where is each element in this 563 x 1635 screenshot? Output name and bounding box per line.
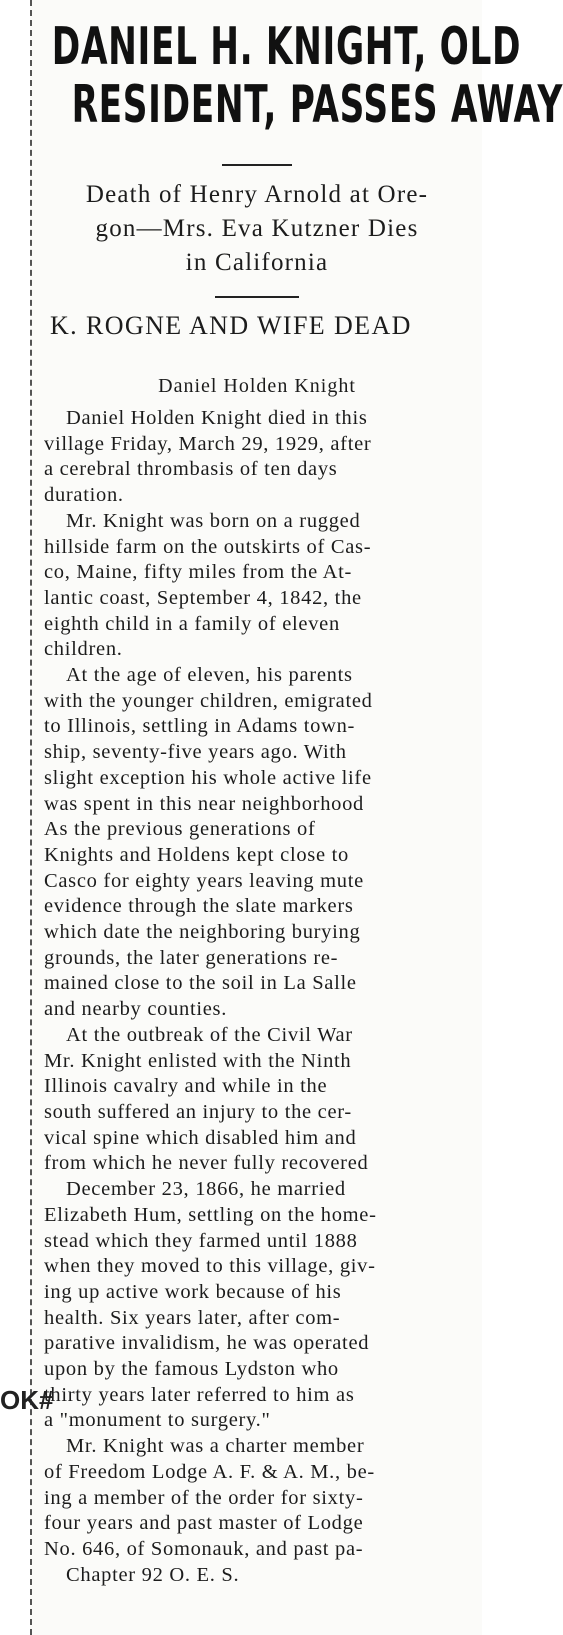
body-line: was spent in this near neighborhood <box>44 792 364 815</box>
headline-divider <box>222 164 292 166</box>
body-line: thirty years later referred to him as <box>44 1383 355 1406</box>
body-line: parative invalidism, he was operated <box>44 1332 370 1355</box>
body-line: upon by the famous Lydston who <box>44 1358 339 1381</box>
body-line: stead which they farmed until 1888 <box>44 1229 358 1252</box>
body-line: ing up active work because of his <box>44 1280 342 1303</box>
body-line: co, Maine, fifty miles from the At- <box>44 561 353 584</box>
body-line: As the previous generations of <box>44 818 316 841</box>
body-line: Mr. Knight was a charter member <box>66 1435 365 1458</box>
body-line: Knights and Holdens kept close to <box>44 843 349 866</box>
body-line: a "monument to surgery." <box>44 1409 271 1432</box>
body-line: health. Six years later, after com- <box>44 1306 341 1329</box>
body-line: At the age of eleven, his parents <box>66 664 353 687</box>
body-line: lantic coast, September 4, 1842, the <box>44 586 362 609</box>
body-line: and nearby counties. <box>44 998 228 1021</box>
secondary-headline: K. ROGNE AND WIFE DEAD <box>50 311 412 340</box>
headline <box>32 17 563 135</box>
body-line: vical spine which disabled him and <box>44 1126 357 1149</box>
body-line: children. <box>44 638 123 661</box>
body-line: No. 646, of Somonauk, and past pa- <box>44 1537 364 1560</box>
body-line: Daniel Holden Knight died in this <box>66 407 368 429</box>
body-line: of Freedom Lodge A. F. & A. M., be- <box>44 1460 375 1483</box>
body-line: ship, seventy-five years ago. With <box>44 741 347 764</box>
body-line: grounds, the later generations re- <box>44 946 339 969</box>
body-line: Mr. Knight enlisted with the Ninth <box>44 1049 352 1072</box>
body-line: evidence through the slate markers <box>44 895 354 918</box>
body-line: hillside farm on the outskirts of Cas- <box>44 535 372 558</box>
body-line: duration. <box>44 484 124 507</box>
body-line: December 23, 1866, he married <box>66 1178 346 1201</box>
headline-line-2: RESIDENT, PASSES AWAY <box>71 75 563 135</box>
obituary-byline: Daniel Holden Knight <box>158 375 356 397</box>
headline-line-1: DANIEL H. KNIGHT, OLD <box>51 17 522 77</box>
subheadline-divider <box>215 296 299 298</box>
body-line: to Illinois, settling in Adams town- <box>44 715 356 738</box>
body-line: south suffered an injury to the cer- <box>44 1100 352 1123</box>
body-line: mained close to the soil in La Salle <box>44 972 357 995</box>
body-line: from which he never fully recovered <box>44 1152 369 1175</box>
body-line: Casco for eighty years leaving mute <box>44 869 364 892</box>
body-line: Elizabeth Hum, settling on the home- <box>44 1203 377 1226</box>
subheadline-line-2: gon—Mrs. Eva Kutzner Dies <box>95 215 419 242</box>
body-line: with the younger children, emigrated <box>44 689 373 712</box>
subheadline-line-1: Death of Henry Arnold at Ore- <box>85 181 429 208</box>
article-body <box>44 406 482 1588</box>
body-line: At the outbreak of the Civil War <box>66 1023 353 1046</box>
newspaper-clipping <box>30 0 563 1635</box>
body-line: when they moved to this village, giv- <box>44 1255 376 1278</box>
body-line: slight exception his whole active life <box>44 766 372 789</box>
subheadline <box>40 178 474 280</box>
body-line: Illinois cavalry and while in the <box>44 1075 328 1098</box>
body-line: four years and past master of Lodge <box>44 1512 364 1535</box>
body-line: a cerebral thrombasis of ten days <box>44 458 338 481</box>
body-line: ing a member of the order for sixty- <box>44 1486 364 1509</box>
body-line: Mr. Knight was born on a rugged <box>66 509 361 532</box>
body-line: eighth child in a family of eleven <box>44 612 340 635</box>
body-line: Chapter 92 O. E. S. <box>66 1563 240 1586</box>
body-line: village Friday, March 29, 1929, after <box>44 432 372 455</box>
handwritten-margin-note: OK# <box>0 1385 54 1415</box>
body-line: which date the neighboring burying <box>44 921 361 944</box>
subheadline-line-3: in California <box>185 249 329 276</box>
